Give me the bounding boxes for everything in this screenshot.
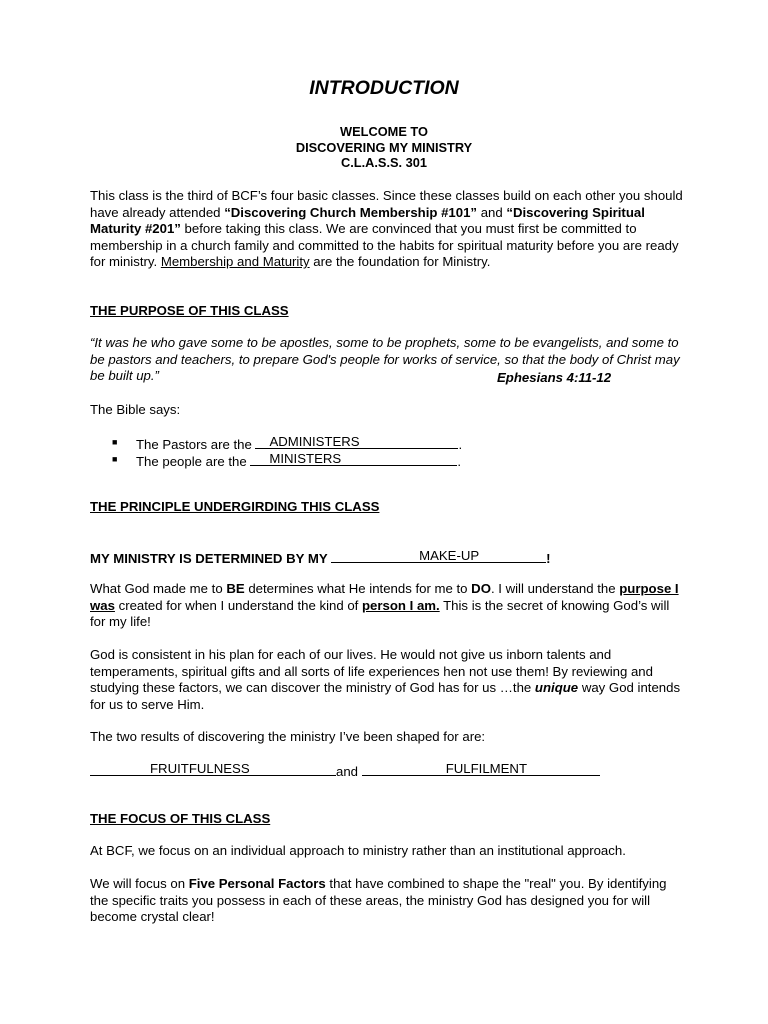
bible-says: The Bible says:	[90, 402, 181, 417]
scripture-reference: Ephesians 4:11-12	[497, 370, 612, 385]
answer-blank	[362, 761, 600, 776]
focus-text: that have combined to shape the "real" you. By identifying the specific traits you possess in each of these areas, the ministry God has designed you for will become crystal clear!	[90, 876, 667, 924]
focus-text: We will focus on	[90, 876, 189, 891]
welcome-line: WELCOME TO	[340, 124, 428, 139]
course-101: “Discovering Church Membership #101”	[224, 204, 478, 220]
purpose-heading: THE PURPOSE OF THIS CLASS	[90, 303, 289, 318]
course-code: C.L.A.S.S. 301	[340, 155, 428, 171]
course-201: “Discovering Spiritual Maturity #201”	[90, 204, 645, 236]
bullet-icon: ■	[112, 454, 118, 464]
principle-paragraph-2	[90, 647, 684, 713]
bullet-prefix: The Pastors are the	[136, 437, 256, 452]
answer-blank	[255, 434, 458, 449]
scripture-quote: “It was he who gave some to be apostles, some to be prophets, some to be evangelists, and some to be pastors and teachers, to prepare God's people for works of service, so that the body of Christ may be built up.”	[90, 335, 680, 383]
results-and: and	[336, 764, 359, 779]
answer-blank	[331, 548, 546, 563]
intro-paragraph	[90, 188, 684, 271]
bullet-suffix: .	[458, 437, 463, 452]
emphasis-do: DO	[471, 581, 491, 596]
principle-paragraph-1	[90, 581, 684, 631]
principle-statement	[90, 548, 684, 568]
answer-text: FRUITFULNESS	[150, 761, 250, 776]
bullet-icon: ■	[112, 437, 118, 447]
intro-text: before taking this class. We are convinced that you must first be committed to membership in a church family and committed to the habits for spiritual maturity before you are ready for ministry.	[90, 221, 679, 269]
principle-heading: THE PRINCIPLE UNDERGIRDING THIS CLASS	[90, 499, 380, 514]
answer-text: FULFILMENT	[445, 761, 528, 776]
bullet-prefix: The people are the	[136, 454, 251, 469]
intro-text: This class is the third of BCF’s four basic classes. Since these classes build on each other you should have already attended	[90, 188, 683, 220]
emphasis-purpose: purpose I was	[90, 581, 679, 613]
intro-text: and	[477, 204, 507, 220]
bullet-suffix: .	[457, 454, 462, 469]
results-intro: The two results of discovering the ministry I’ve been shaped for are:	[90, 729, 486, 744]
answer-blank	[90, 761, 336, 776]
focus-heading: THE FOCUS OF THIS CLASS	[90, 811, 271, 826]
answer-text: MINISTERS	[269, 451, 342, 466]
focus-paragraph-1: At BCF, we focus on an individual approach to ministry rather than an institutional approach.	[90, 843, 626, 858]
results-line	[90, 761, 684, 781]
principle-text: God is consistent in his plan for each of our lives. He would not give us inborn talents and temperaments, spiritual gifts and all sorts of life experiences hen not use them! By reviewing and studying these factors, we can discover the ministry of God has for us …the	[90, 647, 653, 695]
focus-paragraph-2	[90, 876, 684, 926]
principle-text: This is the secret of knowing God’s will for my life!	[90, 597, 670, 629]
emphasis-be: BE	[226, 581, 245, 596]
bible-says-list	[90, 434, 684, 468]
five-personal-factors: Five Personal Factors	[188, 876, 326, 891]
emphasis-person: person I am.	[362, 597, 440, 613]
welcome-block	[0, 124, 768, 171]
foundation-underlined: Membership and Maturity	[160, 254, 310, 269]
page-title: INTRODUCTION	[309, 77, 459, 99]
answer-blank	[250, 451, 457, 466]
statement-suffix: !	[546, 551, 551, 566]
answer-text: MAKE-UP	[419, 548, 480, 563]
emphasis-unique: unique	[534, 680, 579, 695]
list-item	[90, 451, 684, 468]
list-item	[90, 434, 684, 451]
principle-text: What God made me to	[90, 581, 227, 596]
answer-text: ADMINISTERS	[269, 434, 360, 449]
principle-text: way God intends for us to serve Him.	[90, 680, 681, 712]
principle-text: determines what He intends for me to	[244, 581, 472, 596]
principle-text: created for when I understand the kind of	[114, 597, 362, 613]
statement-prefix: MY MINISTRY IS DETERMINED BY MY	[90, 551, 332, 566]
course-name: DISCOVERING MY MINISTRY	[295, 139, 473, 155]
principle-text: . I will understand the	[490, 581, 620, 596]
intro-text: are the foundation for Ministry.	[309, 254, 491, 269]
